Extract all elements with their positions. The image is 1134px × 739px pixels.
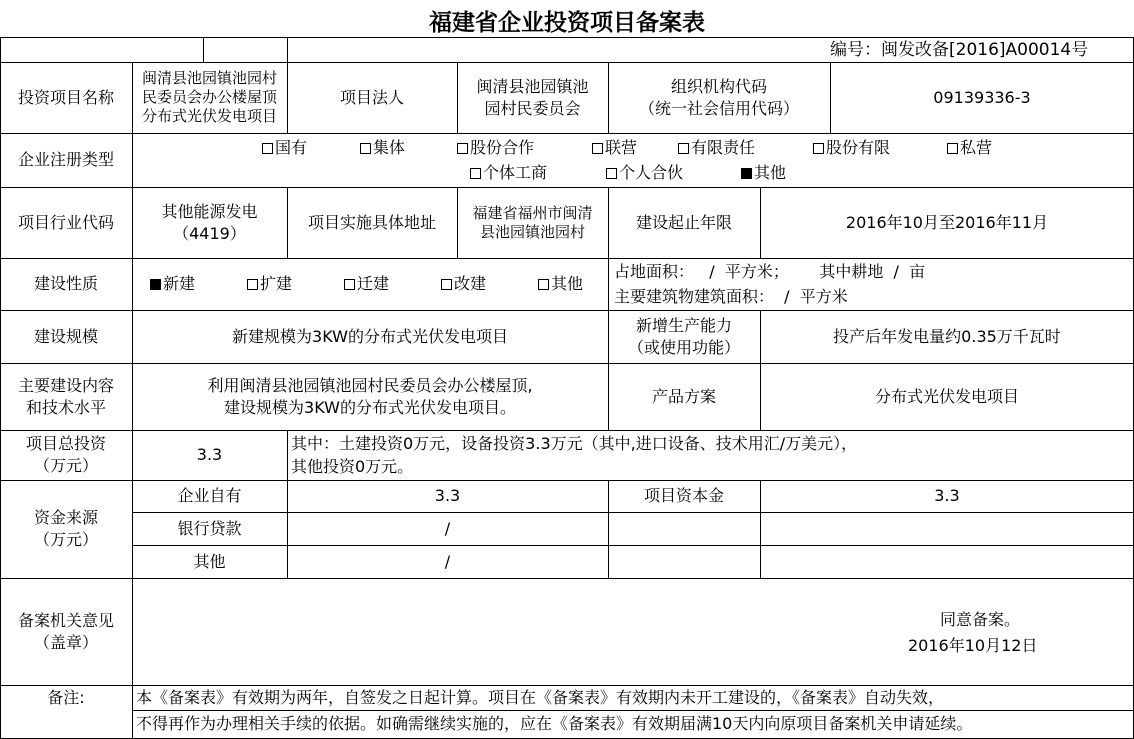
checkbox-icon: [538, 279, 549, 290]
industry-code-value: 其他能源发电 （4419）: [161, 201, 258, 243]
scale-label: 建设规模: [33, 326, 98, 346]
checkbox-icon: [457, 143, 468, 154]
funds-label: 资金来源 （万元）: [33, 508, 98, 549]
form-title: 福建省企业投资项目备案表: [429, 8, 705, 36]
legal-person-value: 闽清县池园镇池 园村民委员会: [476, 76, 589, 118]
building-area-text: 主要建筑物建筑面积： / 平方米: [614, 287, 848, 306]
reg-option-joint-venture[interactable]: 联营: [592, 138, 637, 158]
reg-option-state[interactable]: 国有: [262, 138, 307, 158]
legal-person-label: 项目法人: [339, 87, 404, 107]
checkbox-icon: [606, 168, 617, 179]
nature-option-new[interactable]: 新建: [150, 274, 195, 294]
industry-code-label: 项目行业代码: [17, 212, 114, 232]
remark-line1: 本《备案表》有效期为两年，自签发之日起计算。项目在《备案表》有效期内未开工建设的，《备案表》自动失效，: [136, 688, 945, 707]
funds-row-name: 其他: [193, 551, 226, 571]
nature-option-relocate[interactable]: 迁建: [344, 274, 389, 294]
funds-row-name: 银行贷款: [177, 518, 242, 538]
checkbox-icon: [813, 143, 824, 154]
investment-value: 3.3: [196, 445, 223, 464]
reg-option-limited-liability[interactable]: 有限责任: [678, 138, 755, 158]
org-code-value: 09139336-3: [933, 87, 1031, 107]
reg-option-joint-stock-coop[interactable]: 股份合作: [457, 138, 534, 158]
reg-option-joint-stock-limited[interactable]: 股份有限: [813, 138, 890, 158]
address-label: 项目实施具体地址: [307, 212, 436, 232]
checkbox-icon: [344, 279, 355, 290]
nature-option-expand[interactable]: 扩建: [247, 274, 292, 294]
reg-option-private[interactable]: 私营: [947, 138, 992, 158]
nature-option-other[interactable]: 其他: [538, 274, 583, 294]
content-label: 主要建设内容 和技术水平: [17, 375, 114, 417]
project-name-label: 投资项目名称: [17, 87, 114, 107]
opinion-date: 2016年10月12日: [908, 636, 1038, 655]
org-code-label: 组织机构代码 （统一社会信用代码）: [638, 76, 799, 118]
checkbox-icon: [247, 279, 258, 290]
opinion-label: 备案机关意见 （盖章）: [17, 610, 114, 652]
nature-option-rebuild[interactable]: 改建: [441, 274, 486, 294]
funds-row-value: /: [444, 551, 451, 571]
capital-label: 项目资本金: [643, 486, 724, 505]
product-value: 分布式光伏发电项目: [874, 386, 1019, 406]
checkbox-icon: [678, 143, 689, 154]
checkbox-icon: [470, 168, 481, 179]
period-value: 2016年10月至2016年11月: [845, 212, 1049, 232]
investment-detail-line2: 其他投资0万元。: [291, 457, 414, 476]
reg-type-label: 企业注册类型: [17, 150, 114, 169]
record-number: 编号：闽发改备[2016]A00014号: [830, 40, 1089, 60]
capital-value: 3.3: [934, 486, 960, 505]
checkbox-icon: [592, 143, 603, 154]
checkbox-checked-icon: [741, 168, 752, 179]
project-name-value: 闽清县池园镇池园村 民委员会办公楼屋顶 分布式光伏发电项目: [141, 69, 277, 125]
capacity-value: 投产后年发电量约0.35万千瓦时: [833, 326, 1061, 346]
checkbox-checked-icon: [150, 279, 161, 290]
product-label: 产品方案: [651, 386, 716, 406]
content-value: 利用闽清县池园镇池园村民委员会办公楼屋顶, 建设规模为3KW的分布式光伏发电项目。: [207, 375, 533, 417]
reg-option-collective[interactable]: 集体: [360, 138, 405, 158]
period-label: 建设起止年限: [635, 212, 732, 232]
opinion-text: 同意备案。: [940, 610, 1021, 629]
reg-option-other[interactable]: 其他: [741, 163, 786, 183]
funds-row-name: 企业自有: [177, 486, 242, 505]
reg-option-individual-business[interactable]: 个体工商: [470, 163, 547, 183]
remark-line2: 不得再作为办理相关手续的依据。如确需继续实施的，应在《备案表》有效期届满10天内向原项目备案机关申请延续。: [136, 714, 973, 733]
capacity-label: 新增生产能力 （或使用功能）: [627, 315, 740, 357]
investment-label: 项目总投资 （万元）: [25, 434, 106, 475]
address-value: 福建省福州市闽清 县池园镇池园村: [472, 203, 593, 241]
remark-label: 备注:: [47, 687, 85, 707]
scale-value: 新建规模为3KW的分布式光伏发电项目: [232, 326, 508, 346]
funds-row-value: 3.3: [434, 486, 461, 505]
checkbox-icon: [360, 143, 371, 154]
checkbox-icon: [947, 143, 958, 154]
nature-label: 建设性质: [33, 274, 98, 293]
investment-detail-line1: 其中：土建投资0万元，设备投资3.3万元（其中,进口设备、技术用汇/万美元），: [291, 434, 858, 453]
land-area-text: 占地面积： / 平方米； 其中耕地 / 亩: [614, 262, 926, 281]
funds-row-value: /: [444, 518, 451, 538]
checkbox-icon: [441, 279, 452, 290]
checkbox-icon: [262, 143, 273, 154]
reg-option-partnership[interactable]: 个人合伙: [606, 163, 683, 183]
